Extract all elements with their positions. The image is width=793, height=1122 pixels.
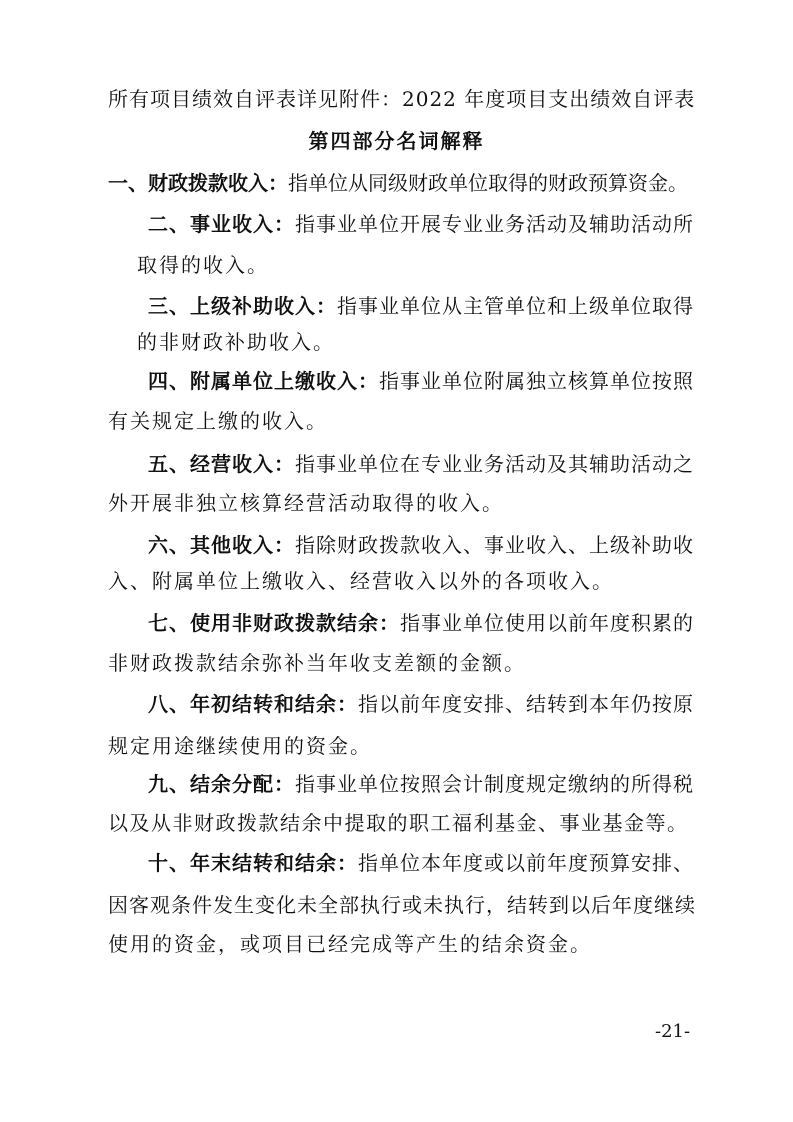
definition-text: 指事业单位使用以前年度积累的 [400,611,694,635]
definition-continuation: 入、附属单位上缴收入、经营收入以外的各项收入。 [108,569,614,593]
term-label: 六、其他收入： [148,533,295,557]
definition-item-7 [148,608,694,638]
intro-line: 所有项目绩效自评表详见附件：2022 年度项目支出绩效自评表 [108,87,696,111]
definition-continuation: 规定用途继续使用的资金。 [108,734,372,758]
section-title: 第四部分名词解释 [308,129,485,153]
definition-text: 指事业单位按照会计制度规定缴纳的所得税 [295,772,694,796]
definition-continuation: 因客观条件发生变化未全部执行或未执行，结转到以后年度继续 [108,893,696,917]
definition-text: 指除财政拨款收入、事业收入、上级补助收 [295,533,694,557]
term-label: 七、使用非财政拨款结余： [148,611,400,635]
definition-continuation: 有关规定上缴的收入。 [108,409,328,433]
definition-continuation: 使用的资金，或项目已经完成等产生的结余资金。 [108,932,592,956]
term-label: 一、财政拨款收入： [108,171,288,195]
definition-continuation: 取得的收入。 [137,253,269,277]
definition-item-9 [148,769,694,799]
definition-item-4 [148,366,694,396]
definition-text: 指单位本年度或以前年度预算安排、 [358,851,694,875]
definition-item-10 [148,848,694,878]
definition-continuation: 外开展非独立核算经营活动取得的收入。 [108,491,504,515]
definition-item-2 [148,209,694,239]
term-label: 十、年末结转和结余： [148,851,358,875]
definition-continuation: 非财政拨款结余弥补当年收支差额的金额。 [108,651,526,675]
definition-text: 指事业单位附属独立核算单位按照 [379,369,694,393]
definition-continuation: 的非财政补助收入。 [137,330,335,354]
term-label: 四、附属单位上缴收入： [148,369,379,393]
definition-item-6 [148,530,694,560]
definition-item-5 [148,449,694,479]
page-number: -21- [655,1021,691,1042]
definition-text: 指事业单位开展专业业务活动及辅助活动所 [295,212,694,236]
term-label: 九、结余分配： [148,772,295,796]
definition-item-8 [148,689,694,719]
definition-text: 指以前年度安排、结转到本年仍按原 [358,692,694,716]
definition-continuation: 以及从非财政拨款结余中提取的职工福利基金、事业基金等。 [108,811,689,835]
definition-text: 指单位从同级财政单位取得的财政预算资金。 [288,171,688,195]
definition-item-3 [148,291,694,321]
definition-text: 指事业单位在专业业务活动及其辅助活动之 [295,452,694,476]
definition-item-1 [108,168,688,198]
term-label: 五、经营收入： [148,452,295,476]
definition-text: 指事业单位从主管单位和上级单位取得 [337,294,694,318]
term-label: 二、事业收入： [148,212,295,236]
term-label: 八、年初结转和结余： [148,692,358,716]
term-label: 三、上级补助收入： [148,294,337,318]
